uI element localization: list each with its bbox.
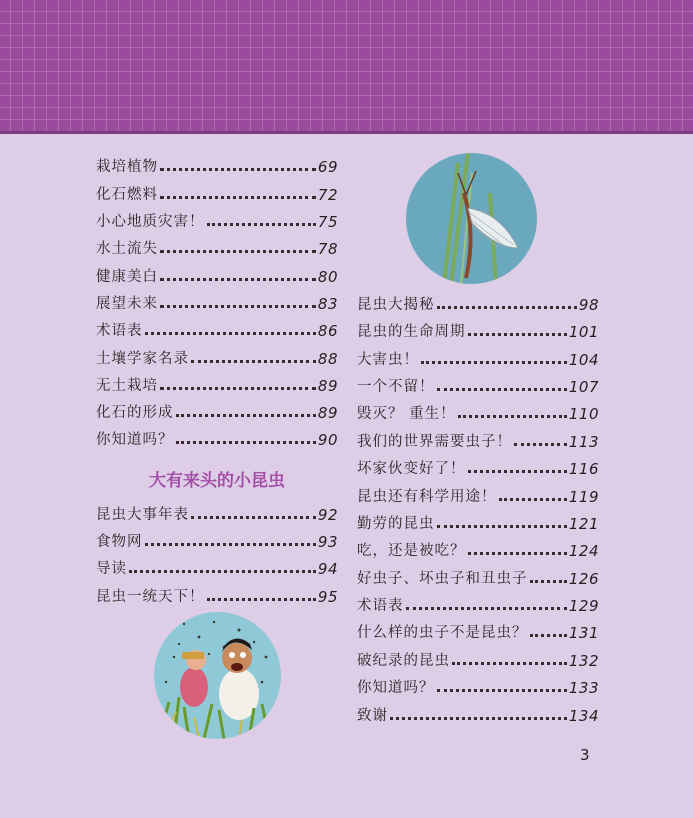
- toc-entry[interactable]: 导读 94: [96, 560, 338, 578]
- toc-entry[interactable]: 一个不留！ 107: [357, 378, 599, 396]
- toc-entry[interactable]: 昆虫还有科学用途！ 119: [357, 488, 599, 506]
- toc-entry[interactable]: 化石燃料 72: [96, 186, 338, 204]
- toc-entry[interactable]: 好虫子、坏虫子和丑虫子 126: [357, 570, 599, 588]
- toc-entry[interactable]: 食物网 93: [96, 533, 338, 551]
- toc-entry[interactable]: 昆虫一统天下！ 95: [96, 588, 338, 606]
- toc-entry[interactable]: 你知道吗？ 90: [96, 431, 338, 449]
- page-number: 3: [580, 746, 590, 764]
- section-title: 大有来头的小昆虫: [149, 471, 285, 491]
- toc-entry[interactable]: 致谢 134: [357, 707, 599, 725]
- cartoon-insect-swarm-illustration: [154, 612, 281, 739]
- toc-entry[interactable]: 吃，还是被吃？ 124: [357, 542, 599, 560]
- toc-entry[interactable]: 毁灭？ 重生！ 110: [357, 405, 599, 423]
- toc-entry[interactable]: 小心地质灾害！ 75: [96, 213, 338, 231]
- toc-entry[interactable]: 栽培植物 69: [96, 158, 338, 176]
- toc-entry[interactable]: 大害虫！ 104: [357, 351, 599, 369]
- toc-entry[interactable]: 昆虫的生命周期 101: [357, 323, 599, 341]
- toc-entry[interactable]: 土壤学家名录 88: [96, 350, 338, 368]
- toc-entry[interactable]: 化石的形成 89: [96, 404, 338, 422]
- insect-swarm-icon: [154, 612, 281, 739]
- toc-entry[interactable]: 昆虫大揭秘 98: [357, 296, 599, 314]
- toc-entry[interactable]: 术语表 129: [357, 597, 599, 615]
- toc-entry[interactable]: 我们的世界需要虫子！ 113: [357, 433, 599, 451]
- toc-entry[interactable]: 无土栽培 89: [96, 377, 338, 395]
- toc-entry[interactable]: 昆虫大事年表 92: [96, 506, 338, 524]
- mayfly-icon: [406, 153, 537, 284]
- toc-entry[interactable]: 健康美白 80: [96, 268, 338, 286]
- toc-entry[interactable]: 展望未来 83: [96, 295, 338, 313]
- toc-entry[interactable]: 水土流失 78: [96, 240, 338, 258]
- toc-entry[interactable]: 坏家伙变好了！ 116: [357, 460, 599, 478]
- mayfly-illustration: [406, 153, 537, 284]
- toc-entry[interactable]: 勤劳的昆虫 121: [357, 515, 599, 533]
- grid-banner: [0, 0, 693, 134]
- toc-entry[interactable]: 术语表 86: [96, 322, 338, 340]
- toc-entry[interactable]: 你知道吗？ 133: [357, 679, 599, 697]
- toc-entry[interactable]: 什么样的虫子不是昆虫？ 131: [357, 624, 599, 642]
- toc-entry[interactable]: 破纪录的昆虫 132: [357, 652, 599, 670]
